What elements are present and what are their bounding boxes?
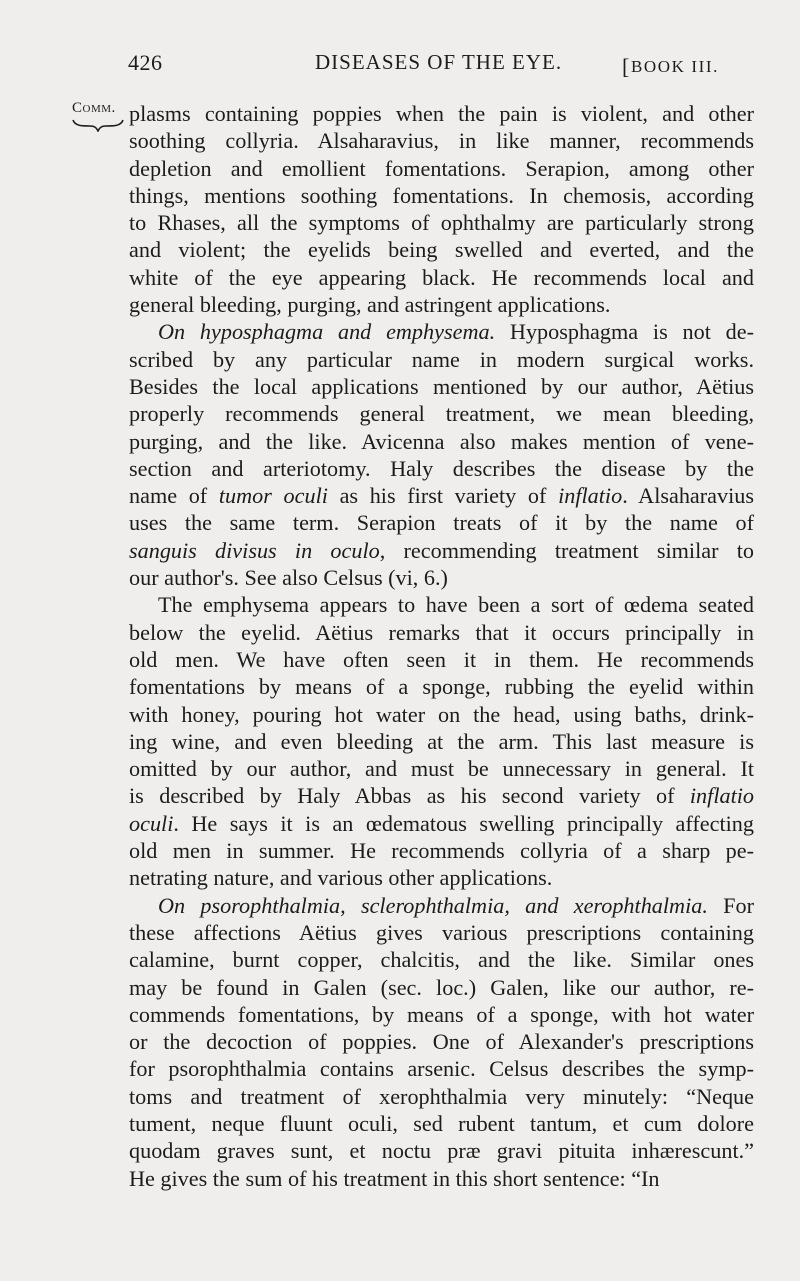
- italic-phrase: sanguis divisus in oculo: [129, 537, 380, 563]
- text-line: omitted by our author, and must be unnecessary in general. It: [129, 756, 754, 782]
- text-line: old men in summer. He recommends collyria of a sharp pe-: [129, 838, 754, 864]
- text-line: netrating nature, and various other applications.: [129, 865, 553, 891]
- page-number: 426: [128, 50, 163, 75]
- text-line: is described by Haly Abbas as his second variety of inflatio: [129, 783, 754, 809]
- running-title: DISEASES OF THE EYE.: [315, 50, 563, 74]
- paragraph: [129, 892, 754, 1192]
- paragraph: [129, 318, 754, 591]
- text-line: old men. We have often seen it in them. He recommends: [129, 646, 754, 672]
- italic-phrase: On psorophthalmia, sclerophthalmia, and xerophthalmia.: [158, 892, 708, 918]
- text-line: quodam graves sunt, et noctu præ gravi pituita inhærescunt.”: [129, 1138, 754, 1164]
- italic-phrase: tumor oculi: [218, 483, 328, 509]
- book-reference: [622, 52, 719, 78]
- running-header: [0, 50, 800, 84]
- paragraph: [129, 591, 754, 891]
- text-line: with honey, pouring hot water on the head, using baths, drink-: [129, 701, 754, 727]
- text-line: fomentations by means of a sponge, rubbing the eyelid within: [129, 674, 754, 700]
- text-line: On hyposphagma and emphysema. Hyposphagma is not de-: [158, 319, 754, 345]
- text-line: scribed by any particular name in modern surgical works.: [129, 346, 754, 372]
- text-line: calamine, burnt copper, chalcitis, and the like. Similar ones: [129, 947, 754, 973]
- margin-label-comm: Comm.: [72, 100, 116, 116]
- text-line: The emphysema appears to have been a sort of œdema seated: [158, 592, 754, 618]
- text-line: these affections Aëtius gives various prescriptions containing: [129, 919, 754, 945]
- text-line: name of tumor oculi as his first variety of inflatio. Alsaharavius: [129, 483, 755, 509]
- commentary-body: [129, 100, 754, 1192]
- text-line: soothing collyria. Alsaharavius, in like manner, recommends: [129, 128, 754, 154]
- book-label: BOOK III.: [630, 57, 719, 76]
- italic-phrase: oculi: [129, 810, 174, 836]
- text-line: below the eyelid. Aëtius remarks that it occurs principally in: [129, 619, 754, 645]
- margin-note: [72, 100, 128, 132]
- text-line: plasms containing poppies when the pain is violent, and other: [129, 101, 754, 126]
- text-line: section and arteriotomy. Haly describes the disease by the: [129, 455, 754, 481]
- text-line: general bleeding, purging, and astringent applications.: [129, 292, 611, 318]
- text-line: to Rhases, all the symptoms of ophthalmy are particularly strong: [129, 210, 754, 236]
- text-line: oculi. He says it is an œdematous swelling principally affecting: [129, 810, 754, 836]
- text-line: or the decoction of poppies. One of Alexander's prescriptions: [129, 1029, 754, 1055]
- text-line: for psorophthalmia contains arsenic. Celsus describes the symp-: [129, 1056, 754, 1082]
- text-line: properly recommends general treatment, we mean bleeding,: [129, 401, 754, 427]
- text-line: things, mentions soothing fomentations. In chemosis, according: [129, 182, 754, 208]
- text-line: may be found in Galen (sec. loc.) Galen, like our author, re-: [129, 974, 754, 1000]
- text-line: toms and treatment of xerophthalmia very minutely: “Neque: [129, 1083, 754, 1109]
- text-line: white of the eye appearing black. He recommends local and: [129, 264, 754, 290]
- margin-brace-icon: [72, 118, 124, 132]
- text-line: ing wine, and even bleeding at the arm. This last measure is: [129, 728, 754, 754]
- text-line: He gives the sum of his treatment in this short sentence: “In: [129, 1165, 660, 1191]
- text-line: purging, and the like. Avicenna also makes mention of vene-: [129, 428, 754, 454]
- italic-phrase: inflatio: [689, 783, 754, 809]
- book-bracket: [: [622, 54, 631, 79]
- italic-phrase: On hyposphagma and emphysema.: [158, 319, 496, 345]
- text-line: On psorophthalmia, sclerophthalmia, and xerophthalmia. For: [158, 892, 754, 918]
- text-line: Besides the local applications mentioned by our author, Aëtius: [129, 373, 754, 399]
- paragraph: [129, 100, 754, 318]
- text-line: commends fomentations, by means of a sponge, with hot water: [129, 1001, 754, 1027]
- italic-phrase: inflatio: [558, 483, 623, 509]
- text-line: sanguis divisus in oculo, recommending treatment similar to: [129, 537, 754, 563]
- text-line: our author's. See also Celsus (vi, 6.): [129, 565, 448, 591]
- text-line: and violent; the eyelids being swelled and everted, and the: [129, 237, 754, 263]
- text-line: uses the same term. Serapion treats of it by the name of: [129, 510, 754, 536]
- text-line: depletion and emollient fomentations. Serapion, among other: [129, 155, 754, 181]
- text-line: tument, neque fluunt oculi, sed rubent tantum, et cum dolore: [129, 1110, 754, 1136]
